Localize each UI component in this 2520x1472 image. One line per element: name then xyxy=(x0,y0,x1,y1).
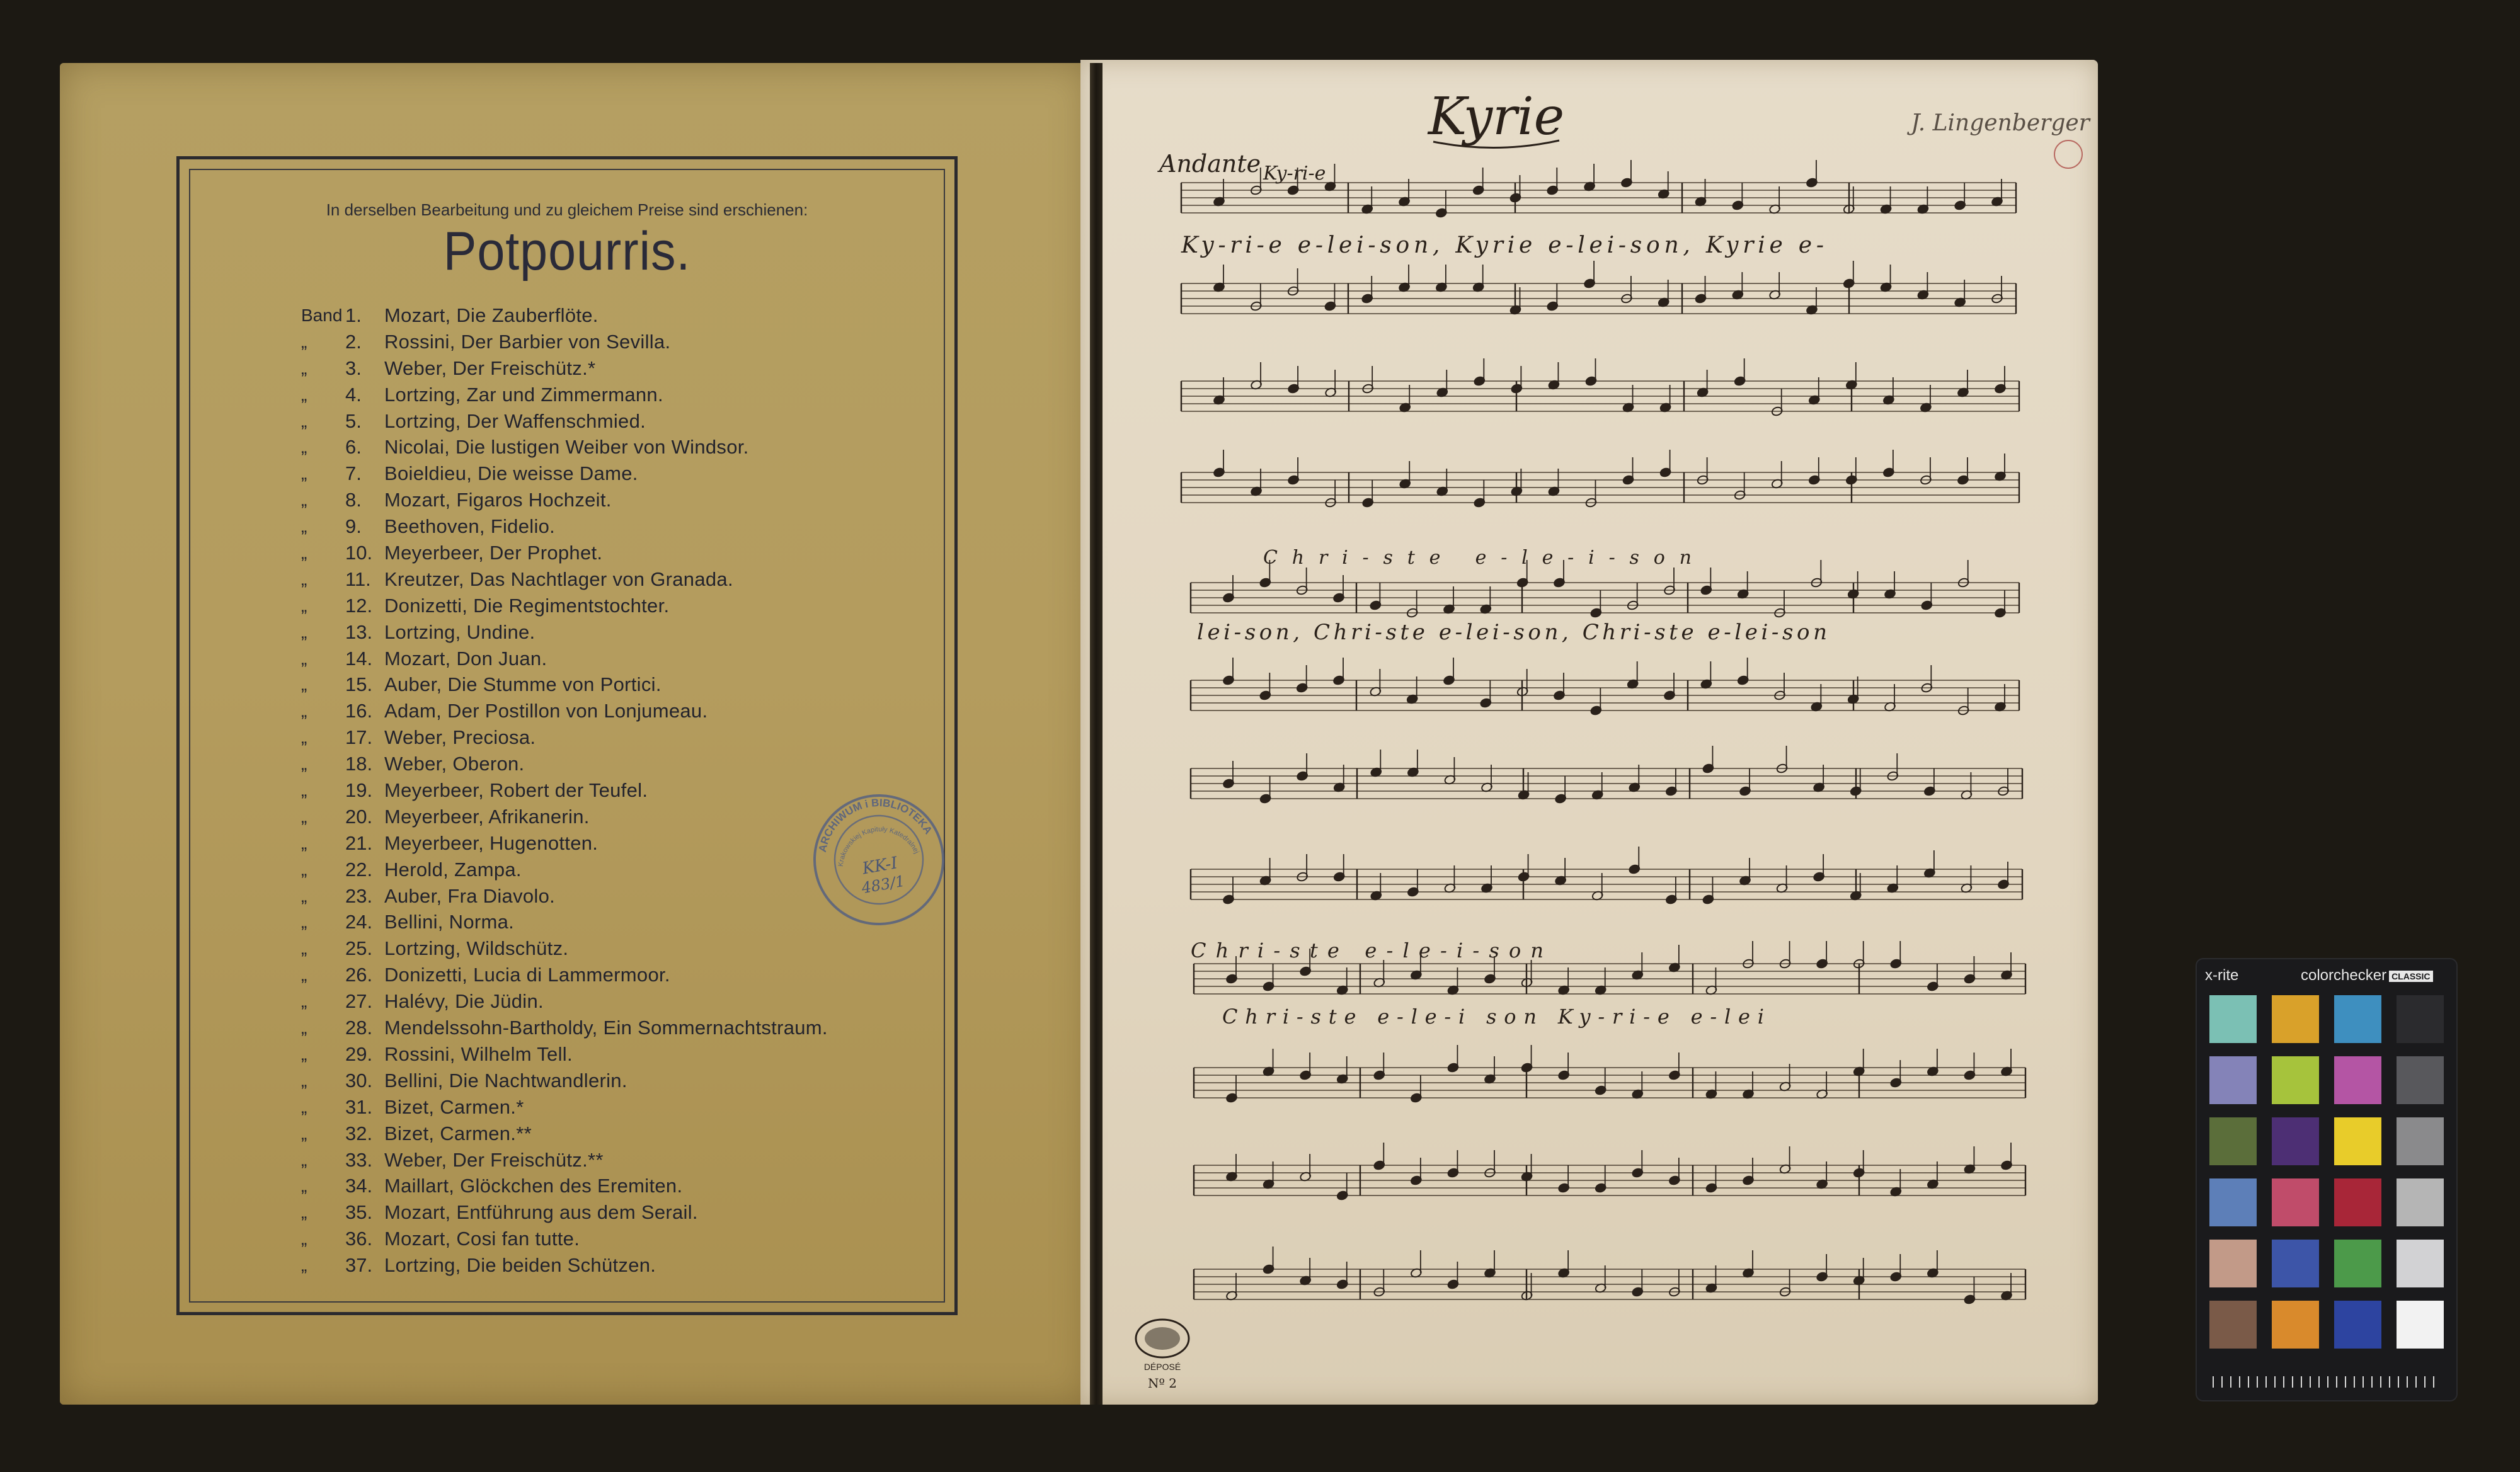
ditto-mark: „ xyxy=(301,1202,307,1223)
band-title: Mozart, Entführung aus dem Serail. xyxy=(384,1201,698,1224)
band-number: 14. xyxy=(345,647,373,670)
band-list-item xyxy=(301,513,931,540)
ditto-mark: „ xyxy=(301,939,307,959)
lyrics-top-3: Chri-ste e-le-i-son xyxy=(1191,939,1544,962)
band-title: Weber, Preciosa. xyxy=(384,726,536,749)
band-list-item xyxy=(301,1252,931,1279)
band-title: Nicolai, Die lustigen Weiber von Windsor. xyxy=(384,436,749,459)
ditto-mark: „ xyxy=(301,1150,307,1170)
band-number: 21. xyxy=(345,831,373,854)
band-number: 1. xyxy=(345,304,362,326)
band-list-item xyxy=(301,646,931,672)
ditto-mark: „ xyxy=(301,1123,307,1143)
publisher-number: Nº 2 xyxy=(1148,1376,1177,1391)
band-title: Kreutzer, Das Nachtlager von Granada. xyxy=(384,568,733,590)
band-number: 32. xyxy=(345,1122,373,1144)
band-title: Lortzing, Der Waffenschmied. xyxy=(384,409,646,432)
band-title: Weber, Der Freischütz.** xyxy=(384,1148,604,1171)
band-number: 15. xyxy=(345,673,373,696)
publisher-seal xyxy=(1136,1320,1189,1372)
ditto-mark: „ xyxy=(301,727,307,748)
band-number: 19. xyxy=(345,779,373,802)
band-title: Halévy, Die Jüdin. xyxy=(384,990,544,1013)
band-title: Maillart, Glöckchen des Eremiten. xyxy=(384,1175,683,1197)
band-list-item xyxy=(301,382,931,408)
color-checker-product xyxy=(2301,967,2433,984)
color-patch xyxy=(2334,1056,2381,1104)
band-list-item xyxy=(301,1094,931,1121)
band-list-item xyxy=(301,724,931,751)
color-patch xyxy=(2272,995,2319,1043)
band-number: 6. xyxy=(345,436,362,459)
band-number: 34. xyxy=(345,1175,373,1197)
color-patch-grid xyxy=(2209,995,2444,1348)
lyrics-system-1: Ky-ri-e e-lei-son, Kyrie e-lei-son, Kyrie e- xyxy=(1181,232,1824,258)
ditto-mark: „ xyxy=(301,1229,307,1249)
band-number: 26. xyxy=(345,964,373,986)
band-label: Band xyxy=(301,305,343,325)
band-number: 4. xyxy=(345,383,362,406)
ditto-mark: „ xyxy=(301,1176,307,1196)
color-patch xyxy=(2272,1301,2319,1349)
band-number: 30. xyxy=(345,1069,373,1092)
band-list-item xyxy=(301,1199,931,1226)
color-patch xyxy=(2209,1301,2257,1349)
band-title: Lortzing, Undine. xyxy=(384,620,536,643)
stamp-shelf-mark-1: KK-I xyxy=(861,853,899,879)
ditto-mark: „ xyxy=(301,331,307,351)
color-patch xyxy=(2334,1178,2381,1226)
band-list-item xyxy=(301,935,931,962)
band-list-item xyxy=(301,698,931,724)
band-title: Beethoven, Fidelio. xyxy=(384,515,556,538)
band-list-item xyxy=(301,751,931,777)
band-title: Auber, Fra Diavolo. xyxy=(384,884,556,907)
band-title: Bizet, Carmen.* xyxy=(384,1095,524,1118)
band-title: Weber, Oberon. xyxy=(384,753,525,775)
ditto-mark: „ xyxy=(301,965,307,985)
ditto-mark: „ xyxy=(301,1018,307,1038)
stamp-outer-text: ARCHIWUM i BIBLIOTEKA xyxy=(816,796,935,853)
band-title: Bizet, Carmen.** xyxy=(384,1122,532,1144)
ditto-mark: „ xyxy=(301,701,307,721)
ditto-mark: „ xyxy=(301,411,307,431)
band-number: 23. xyxy=(345,884,373,907)
ditto-mark: „ xyxy=(301,648,307,668)
color-patch xyxy=(2209,1056,2257,1104)
stamp-inner-text: Krakowskiej Kapituły Katedralnej xyxy=(837,825,920,867)
ditto-mark: „ xyxy=(301,859,307,879)
band-title: Auber, Die Stumme von Portici. xyxy=(384,673,662,696)
color-patch xyxy=(2397,1056,2444,1104)
band-list-item xyxy=(301,1121,931,1147)
band-list-item xyxy=(301,434,931,460)
band-title: Mozart, Cosi fan tutte. xyxy=(384,1228,580,1250)
band-number: 17. xyxy=(345,726,373,749)
band-list-item xyxy=(301,1041,931,1068)
stamp-shelf-mark-2: 483/1 xyxy=(860,872,907,898)
band-title: Rossini, Wilhelm Tell. xyxy=(384,1042,573,1065)
ditto-mark: „ xyxy=(301,595,307,615)
band-list-item xyxy=(301,329,931,355)
band-title: Mendelssohn-Bartholdy, Ein Sommernachtstraum. xyxy=(384,1017,828,1039)
ditto-mark: „ xyxy=(301,437,307,457)
band-number: 5. xyxy=(345,409,362,432)
band-number: 25. xyxy=(345,937,373,960)
band-number: 7. xyxy=(345,462,362,485)
band-number: 18. xyxy=(345,753,373,775)
lyrics-top-2: Chri-ste e-le-i-son xyxy=(1263,547,1692,569)
band-number: 9. xyxy=(345,515,362,538)
band-title: Bellini, Die Nachtwandlerin. xyxy=(384,1069,627,1092)
band-list-item xyxy=(301,671,931,698)
band-title: Mozart, Die Zauberflöte. xyxy=(384,304,598,326)
ditto-mark: „ xyxy=(301,780,307,801)
band-number: 13. xyxy=(345,620,373,643)
band-number: 20. xyxy=(345,805,373,828)
color-patch xyxy=(2334,1240,2381,1287)
band-list-item xyxy=(301,355,931,382)
ditto-mark: „ xyxy=(301,1255,307,1275)
band-title: Donizetti, Die Regimentstochter. xyxy=(384,594,670,617)
lyrics-system-3: Chri-ste e-le-i son Ky-ri-e e-lei xyxy=(1222,1005,1764,1029)
band-number: 27. xyxy=(345,990,373,1013)
ditto-mark: „ xyxy=(301,754,307,774)
band-title: Meyerbeer, Der Prophet. xyxy=(384,542,603,564)
band-list-item xyxy=(301,619,931,646)
color-patch xyxy=(2397,1240,2444,1287)
barlines xyxy=(1181,183,2025,1299)
band-number: 3. xyxy=(345,357,362,379)
band-number: 24. xyxy=(345,911,373,933)
color-patch xyxy=(2209,1240,2257,1287)
band-list-item xyxy=(301,988,931,1015)
band-number: 16. xyxy=(345,700,373,722)
ditto-mark: „ xyxy=(301,886,307,906)
red-stamp xyxy=(2054,140,2082,168)
band-number: 10. xyxy=(345,542,373,564)
band-title: Mozart, Figaros Hochzeit. xyxy=(384,489,612,511)
band-list-item xyxy=(301,1015,931,1041)
band-title: Mozart, Don Juan. xyxy=(384,647,547,670)
ditto-mark: „ xyxy=(301,806,307,826)
band-number: 8. xyxy=(345,489,362,511)
band-title: Lortzing, Die beiden Schützen. xyxy=(384,1254,656,1277)
band-list-item xyxy=(301,487,931,513)
color-patch xyxy=(2397,1117,2444,1165)
color-checker-ruler xyxy=(2213,1376,2439,1388)
tempo-marking: Andante xyxy=(1159,150,1261,178)
ditto-mark: „ xyxy=(301,490,307,510)
band-number: 33. xyxy=(345,1148,373,1171)
color-patch xyxy=(2209,1117,2257,1165)
ditto-mark: „ xyxy=(301,1070,307,1090)
music-score xyxy=(1080,60,2098,1405)
composer-signature: J. Lingenberger xyxy=(1911,110,2090,136)
color-checker-brand: x-rite xyxy=(2205,967,2239,984)
ditto-mark: „ xyxy=(301,833,307,853)
band-number: 11. xyxy=(345,568,371,590)
ditto-mark: „ xyxy=(301,912,307,932)
band-title: Meyerbeer, Afrikanerin. xyxy=(384,805,590,828)
color-patch xyxy=(2272,1117,2319,1165)
color-checker-product-name: colorchecker xyxy=(2301,967,2387,984)
band-number: 28. xyxy=(345,1017,373,1039)
ditto-mark: „ xyxy=(301,622,307,642)
band-list-item xyxy=(301,302,931,329)
lyrics-top-1: Ky-ri-e xyxy=(1263,163,1326,185)
band-number: 36. xyxy=(345,1228,373,1250)
notes xyxy=(1213,160,2012,1304)
ditto-mark: „ xyxy=(301,384,307,404)
band-title: Adam, Der Postillon von Lonjumeau. xyxy=(384,700,708,722)
ditto-mark: „ xyxy=(301,358,307,378)
library-stamp xyxy=(799,780,959,940)
color-patch xyxy=(2397,1301,2444,1349)
band-number: 12. xyxy=(345,594,373,617)
band-list-item xyxy=(301,1068,931,1094)
band-list-item xyxy=(301,566,931,593)
ditto-mark: „ xyxy=(301,1044,307,1064)
band-title: Donizetti, Lucia di Lammermoor. xyxy=(384,964,670,986)
color-patch xyxy=(2209,1178,2257,1226)
band-title: Meyerbeer, Hugenotten. xyxy=(384,831,598,854)
ditto-mark: „ xyxy=(301,675,307,695)
band-title: Lortzing, Wildschütz. xyxy=(384,937,569,960)
color-patch xyxy=(2272,1178,2319,1226)
band-number: 31. xyxy=(345,1095,373,1118)
ditto-mark: „ xyxy=(301,464,307,484)
band-number: 35. xyxy=(345,1201,373,1224)
band-title: Boieldieu, Die weisse Dame. xyxy=(384,462,638,485)
publisher-seal-label: DÉPOSÉ xyxy=(1143,1362,1181,1372)
band-title: Meyerbeer, Robert der Teufel. xyxy=(384,779,648,802)
ditto-mark: „ xyxy=(301,991,307,1012)
color-patch xyxy=(2397,1178,2444,1226)
color-patch xyxy=(2209,995,2257,1043)
ditto-mark: „ xyxy=(301,543,307,563)
band-number: 2. xyxy=(345,330,362,353)
color-patch xyxy=(2334,1117,2381,1165)
band-list-item xyxy=(301,460,931,487)
band-title: Lortzing, Zar und Zimmermann. xyxy=(384,383,663,406)
ditto-mark: „ xyxy=(301,1097,307,1117)
intro-line: In derselben Bearbeitung und zu gleichem Preise sind erschienen: xyxy=(326,200,808,219)
band-number: 22. xyxy=(345,858,373,881)
band-title: Bellini, Norma. xyxy=(384,911,515,933)
band-number: 29. xyxy=(345,1042,373,1065)
band-list-item xyxy=(301,1226,931,1252)
staff-lines xyxy=(1181,183,2025,1299)
color-patch xyxy=(2334,1301,2381,1349)
color-checker-edition: CLASSIC xyxy=(2389,971,2432,982)
band-number: 37. xyxy=(345,1254,373,1277)
piece-title: Kyrie xyxy=(1428,87,1565,147)
band-list-item xyxy=(301,1173,931,1199)
color-patch xyxy=(2272,1240,2319,1287)
lyrics-system-2: lei-son, Chri-ste e-lei-son, Chri-ste e-lei-son xyxy=(1197,620,1827,645)
color-patch xyxy=(2397,995,2444,1043)
band-list-item xyxy=(301,408,931,435)
band-list-item xyxy=(301,1147,931,1173)
ditto-mark: „ xyxy=(301,569,307,589)
band-list xyxy=(301,302,931,1279)
band-title: Herold, Zampa. xyxy=(384,858,522,881)
ditto-mark: „ xyxy=(301,516,307,537)
band-list-item xyxy=(301,593,931,619)
band-list-item xyxy=(301,540,931,566)
color-patch xyxy=(2272,1056,2319,1104)
band-title: Rossini, Der Barbier von Sevilla. xyxy=(384,330,671,353)
color-patch xyxy=(2334,995,2381,1043)
band-title: Weber, Der Freischütz.* xyxy=(384,357,596,379)
band-list-item xyxy=(301,962,931,988)
page-title: Potpourris. xyxy=(443,221,691,282)
